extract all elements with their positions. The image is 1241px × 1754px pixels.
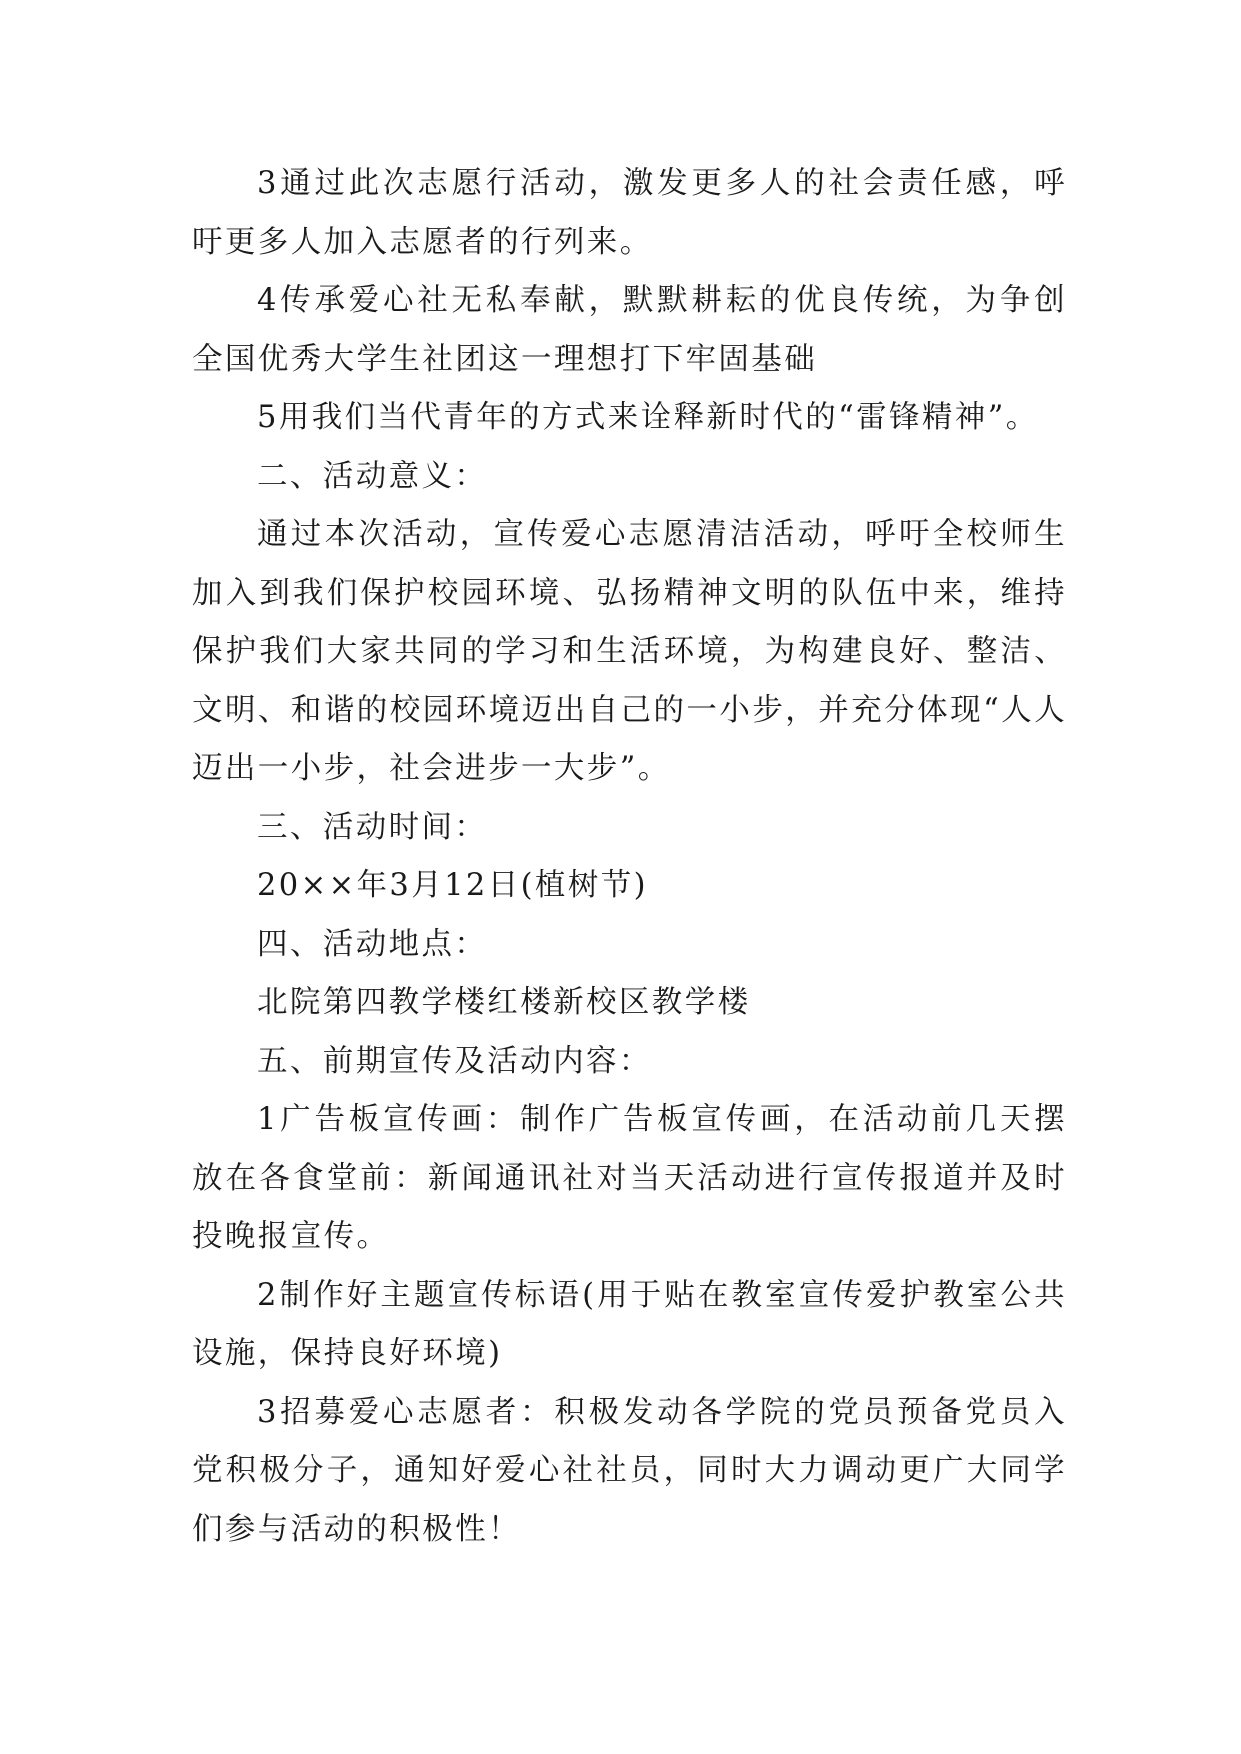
section-heading-significance: 二、活动意义：: [257, 458, 488, 494]
section-heading-location: 四、活动地点：: [257, 926, 488, 962]
document-body: [192, 155, 1067, 1559]
section-heading-time: 三、活动时间：: [257, 809, 488, 845]
section-heading-publicity: 五、前期宣传及活动内容：: [257, 1043, 652, 1079]
paragraph-time: 20××年3月12日(植树节): [257, 868, 648, 903]
paragraph-goal-4: 4传承爱心社无私奉献，默默耕耘的优良传统，为争创全国优秀大学生社团这一理想打下牢固基础: [192, 283, 1067, 377]
paragraph-significance: 通过本次活动，宣传爱心志愿清洁活动，呼吁全校师生加入到我们保护校园环境、弘扬精神文明的队伍中来，维持保护我们大家共同的学习和生活环境，为构建良好、整洁、文明、和谐的校园环境迈出自己的一小步，并充分体现“人人迈出一小步，社会进步一大步”。: [192, 517, 1067, 786]
paragraph-goal-3: 3通过此次志愿行活动，激发更多人的社会责任感，呼吁更多人加入志愿者的行列来。: [192, 166, 1067, 260]
paragraph-goal-5: 5用我们当代青年的方式来诠释新时代的“雷锋精神”。: [257, 400, 1039, 435]
paragraph-publicity-2: 2制作好主题宣传标语(用于贴在教室宣传爱护教室公共设施，保持良好环境): [192, 1277, 1067, 1371]
paragraph-publicity-3: 3招募爱心志愿者：积极发动各学院的党员预备党员入党积极分子，通知好爱心社社员，同时大力调动更广大同学们参与活动的积极性！: [192, 1394, 1067, 1547]
paragraph-publicity-1: 1广告板宣传画：制作广告板宣传画，在活动前几天摆放在各食堂前：新闻通讯社对当天活动进行宣传报道并及时投晚报宣传。: [192, 1102, 1067, 1254]
paragraph-location: 北院第四教学楼红楼新校区教学楼: [257, 985, 751, 1020]
